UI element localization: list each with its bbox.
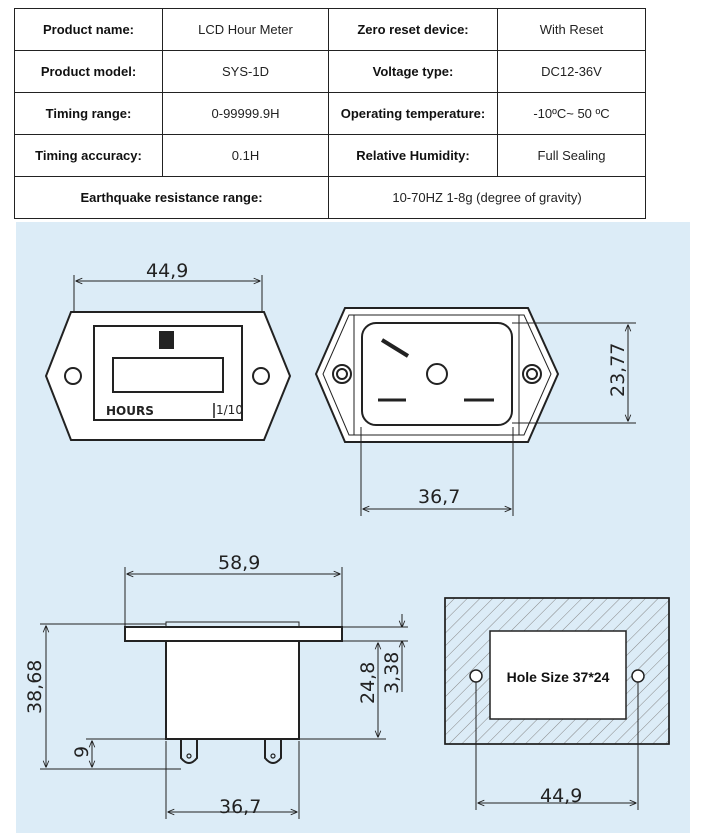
spec-value: Full Sealing	[498, 135, 646, 177]
spec-label: Operating temperature:	[329, 93, 498, 135]
spec-value: LCD Hour Meter	[163, 9, 329, 51]
side-body-dim: 24,8	[357, 661, 379, 704]
rear-width-dim: 36,7	[418, 486, 461, 508]
spec-row	[15, 93, 646, 135]
spec-row	[15, 51, 646, 93]
spec-value: DC12-36V	[498, 51, 646, 93]
spec-label: Timing accuracy:	[15, 135, 163, 177]
spec-row	[15, 135, 646, 177]
spec-label: Zero reset device:	[329, 9, 498, 51]
hole-size-label: Hole Size 37*24	[506, 669, 610, 685]
spec-label: Voltage type:	[329, 51, 498, 93]
spec-value: SYS-1D	[163, 51, 329, 93]
spec-row	[15, 177, 646, 219]
spec-value: 10-70HZ 1-8g (degree of gravity)	[329, 177, 646, 219]
rear-height-dim: 23,77	[607, 342, 629, 397]
spec-label: Product model:	[15, 51, 163, 93]
side-terminal-dim: 9	[71, 745, 93, 758]
hours-label: HOURS	[106, 404, 154, 418]
spec-value: 0.1H	[163, 135, 329, 177]
drawing-canvas	[16, 222, 690, 833]
spec-table	[14, 8, 646, 219]
tenth-label: 1/10	[216, 403, 243, 417]
side-flange-dim: 3,38	[381, 651, 403, 694]
spec-row	[15, 9, 646, 51]
spec-label: Earthquake resistance range:	[15, 177, 329, 219]
side-total-height-dim: 38,68	[24, 659, 46, 714]
spec-label: Timing range:	[15, 93, 163, 135]
spec-value: 0-99999.9H	[163, 93, 329, 135]
spec-value: With Reset	[498, 9, 646, 51]
spec-label: Product name:	[15, 9, 163, 51]
front-width-dim: 44,9	[146, 260, 189, 282]
technical-drawing	[16, 222, 690, 833]
side-total-width-dim: 58,9	[218, 552, 261, 574]
cutout-spacing-dim: 44,9	[540, 785, 583, 807]
spec-label: Relative Humidity:	[329, 135, 498, 177]
spec-value: -10ºC~ 50 ºC	[498, 93, 646, 135]
side-bottom-dim: 36,7	[219, 796, 262, 818]
